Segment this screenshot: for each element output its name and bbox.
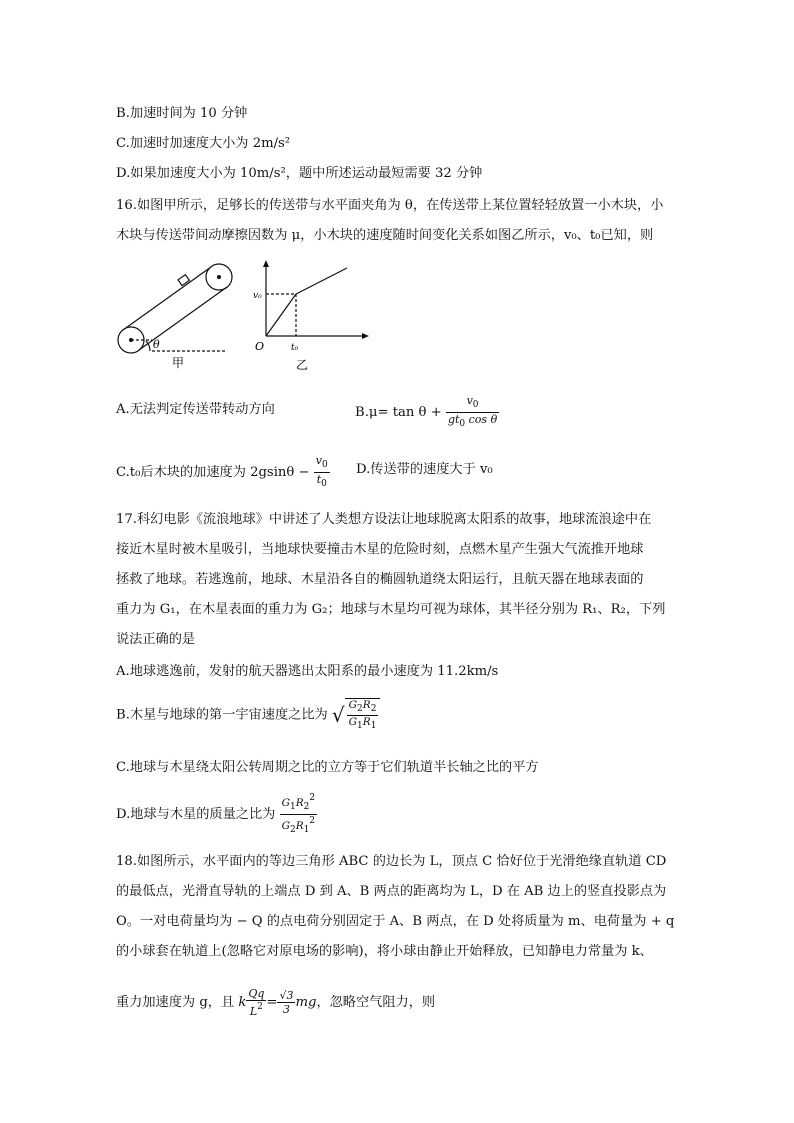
option-16b: B.μ= tan θ + $\frac{v_0}{gt_0 \cos \theta}$ xyxy=(355,394,498,429)
option-17c: C.地球与木星绕太阳公转周期之比的立方等于它们轨道半长轴之比的平方 xyxy=(116,760,539,775)
label-jia: 甲 xyxy=(172,356,185,370)
option-16c: C.t₀后木块的加速度为 2gsinθ − $\frac{v_0}{t_0}$ xyxy=(116,454,328,489)
option-16a: A.无法判定传送带转动方向 xyxy=(116,402,275,417)
origin-label: O xyxy=(255,340,265,353)
fraction-17d: $\frac{G1R22}{G2R12}$ xyxy=(281,793,316,835)
option-17a: A.地球逃逸前，发射的航天器逃出太阳系的最小速度为 11.2km/s xyxy=(116,664,499,679)
t0-label: t₀ xyxy=(291,343,299,353)
option-15c: C.加速时加速度大小为 2m/s² xyxy=(116,136,291,151)
label-yi: 乙 xyxy=(296,358,309,372)
q18-line-2: 的最低点，光滑直导轨的上端点 D 到 A、B 两点的距离均为 L，D 在 AB 边上的竖直投影点为 xyxy=(116,884,667,899)
sqrt-17b: √ $\frac{G2R2}{G1R1}$ xyxy=(332,698,381,732)
q17-line-4: 重力为 G₁，在木星表面的重力为 G₂；地球与木星均可视为球体，其半径分别为 R₁、R₂，下列 xyxy=(116,602,666,617)
fraction-sqrt3: $\frac{√3}{3}$ xyxy=(279,989,294,1016)
fraction-kQq: $\frac{Qq}{L^2}$ xyxy=(248,987,265,1018)
q18-line-3: O。一对电荷量均为 − Q 的点电荷分别固定于 A、B 两点，在 D 处将质量为 m、电荷量为 + q xyxy=(116,914,675,929)
q16-line-1: 16.如图甲所示，足够长的传送带与水平面夹角为 θ，在传送带上某位置轻轻放置一小木块，小 xyxy=(116,198,664,213)
figure-yi-vt-graph xyxy=(252,258,370,373)
q18-line-5: 重力加速度为 g，且 k $\frac{Qq}{L^2}$ = $\frac{√3}{3}$ mg，忽略空气阻力，则 xyxy=(116,987,436,1018)
v0-label: v₀ xyxy=(253,291,262,301)
vt-line-2 xyxy=(296,268,347,294)
option-16d: D.传送带的速度大于 v₀ xyxy=(356,462,493,477)
q18-line-1: 18.如图所示，水平面内的等边三角形 ABC 的边长为 L，顶点 C 恰好位于光滑绝缘直轨道 CD xyxy=(116,854,667,869)
option-15b: B.加速时间为 10 分钟 xyxy=(116,106,248,121)
q17-line-3: 拯救了地球。若逃逸前，地球、木星沿各自的椭圆轨道绕太阳运行，且航天器在地球表面的 xyxy=(116,572,644,587)
q17-line-2: 接近木星时被木星吸引，当地球快要撞击木星的危险时刻，点燃木星产生强大气流推开地球 xyxy=(116,542,644,557)
theta-label: θ xyxy=(153,338,160,351)
option-15d: D.如果加速度大小为 10m/s²，题中所述运动最短需要 32 分钟 xyxy=(116,166,483,181)
q17-line-1: 17.科幻电影《流浪地球》中讲述了人类想方设法让地球脱离太阳系的故事，地球流浪途中在 xyxy=(116,512,652,527)
fraction-16c: $\frac{v_0}{t_0}$ xyxy=(315,454,328,489)
fraction-16b: $\frac{v_0}{gt_0 \cos \theta}$ xyxy=(447,394,498,429)
vt-line-1 xyxy=(266,294,296,336)
q17-line-5: 说法正确的是 xyxy=(116,632,196,647)
option-17b: B.木星与地球的第一宇宙速度之比为 √ $\frac{G2R2}{G1R1}$ xyxy=(116,698,380,732)
figure-jia-conveyor xyxy=(110,255,250,370)
q18-line-4: 的小球套在轨道上(忽略它对原电场的影响)，将小球由静止开始释放，已知静电力常量为 k、 xyxy=(116,944,653,959)
q16-line-2: 木块与传送带间动摩擦因数为 μ，小木块的速度随时间变化关系如图乙所示，v₀、t₀已知，则 xyxy=(116,228,654,243)
option-17d: D.地球与木星的质量之比为 $\frac{G1R22}{G2R12}$ xyxy=(116,793,316,835)
